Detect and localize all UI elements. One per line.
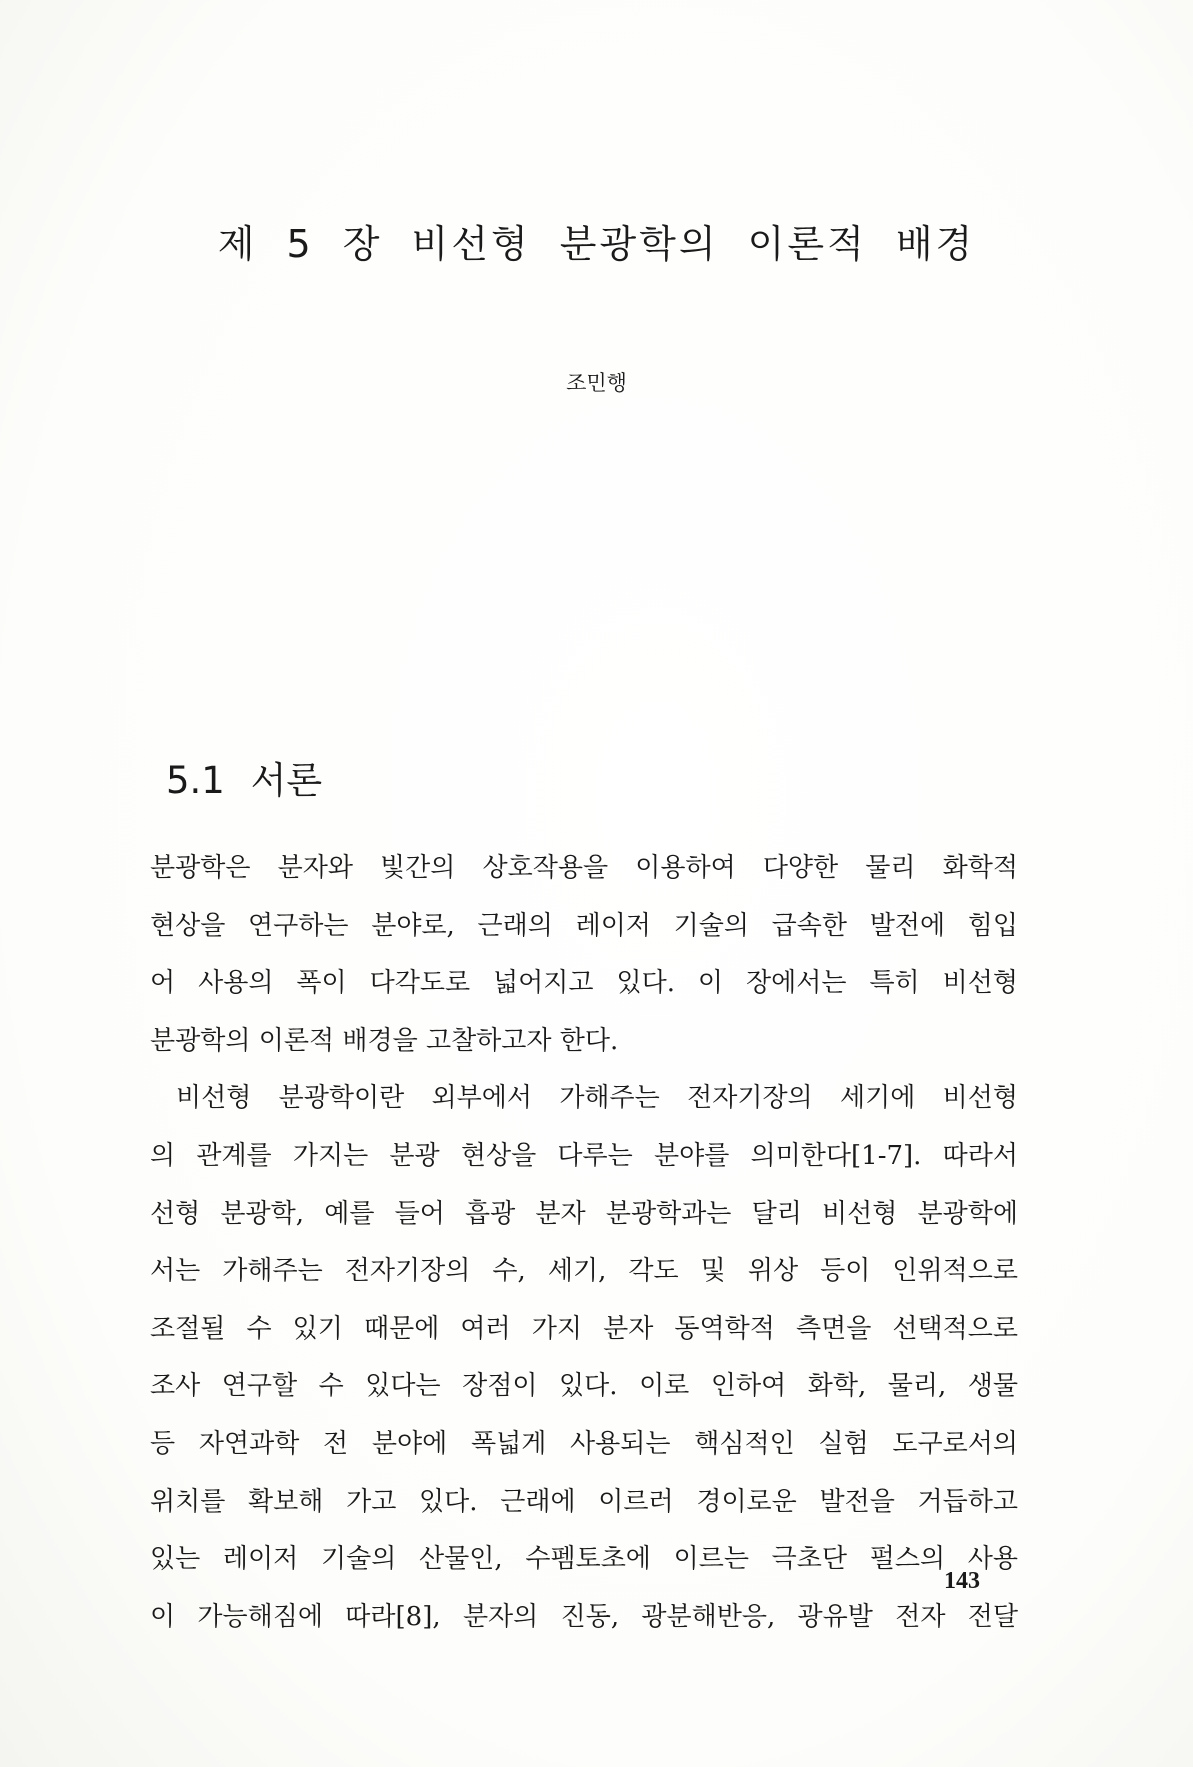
text-line: 비선형 분광학이란 외부에서 가해주는 전자기장의 세기에 비선형 bbox=[176, 1083, 1018, 1114]
paragraph-2 bbox=[150, 1070, 1018, 1646]
page-number: 143 bbox=[944, 1568, 980, 1594]
text-line: 위치를 확보해 가고 있다. 근래에 이르러 경이로운 발전을 거듭하고 bbox=[150, 1486, 1018, 1517]
text-line: 현상을 연구하는 분야로, 근래의 레이저 기술의 급속한 발전에 힘입 bbox=[150, 910, 1018, 941]
text-line: 이 가능해짐에 따라[8], 분자의 진동, 광분해반응, 광유발 전자 전달 bbox=[150, 1601, 1018, 1632]
section-heading: 5.1 서론 bbox=[166, 759, 323, 802]
text-line: 조사 연구할 수 있다는 장점이 있다. 이로 인하여 화학, 물리, 생물 bbox=[150, 1371, 1018, 1402]
text-line: 의 관계를 가지는 분광 현상을 다루는 분야를 의미한다[1-7]. 따라서 bbox=[150, 1140, 1018, 1171]
text-line: 서는 가해주는 전자기장의 수, 세기, 각도 및 위상 등이 인위적으로 bbox=[150, 1256, 1018, 1287]
text-line: 조절될 수 있기 때문에 여러 가지 분자 동역학적 측면을 선택적으로 bbox=[150, 1313, 1018, 1344]
text-line: 있는 레이저 기술의 산물인, 수펨토초에 이르는 극초단 펄스의 사용 bbox=[150, 1544, 1018, 1575]
body-text bbox=[150, 840, 1018, 1646]
chapter-title: 제 5 장 비선형 분광학의 이론적 배경 bbox=[217, 222, 976, 266]
author-name: 조민행 bbox=[566, 371, 627, 395]
text-line: 선형 분광학, 예를 들어 흡광 분자 분광학과는 달리 비선형 분광학에 bbox=[150, 1198, 1018, 1229]
paragraph-1 bbox=[150, 840, 1018, 1070]
text-line: 분광학은 분자와 빛간의 상호작용을 이용하여 다양한 물리 화학적 bbox=[150, 853, 1018, 883]
text-line: 분광학의 이론적 배경을 고찰하고자 한다. bbox=[150, 1025, 619, 1056]
text-line: 어 사용의 폭이 다각도로 넓어지고 있다. 이 장에서는 특히 비선형 bbox=[150, 968, 1018, 999]
text-line: 등 자연과학 전 분야에 폭넓게 사용되는 핵심적인 실험 도구로서의 bbox=[150, 1428, 1018, 1459]
